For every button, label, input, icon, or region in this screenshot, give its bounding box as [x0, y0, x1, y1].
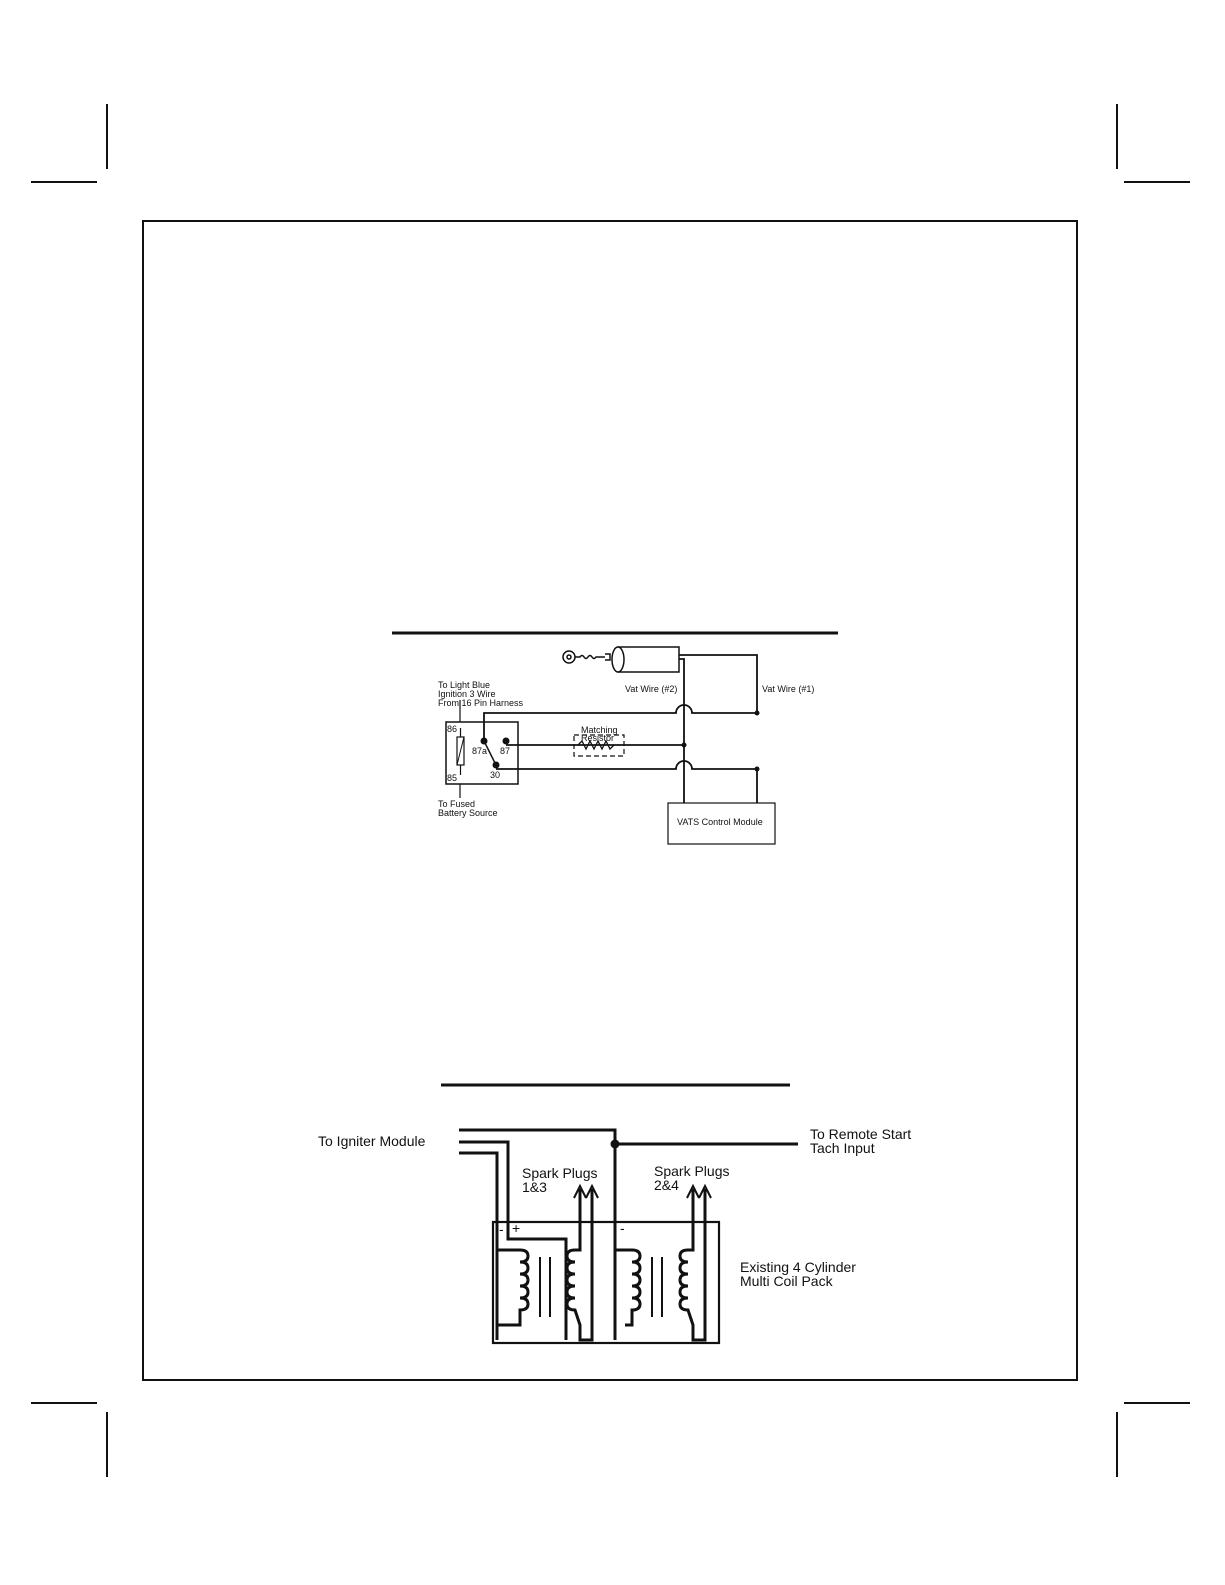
pin-86-label: 86: [447, 724, 458, 734]
spark-plugs-13-label: Spark Plugs 1&3: [522, 1165, 598, 1195]
wire-30-to-module: [496, 761, 757, 769]
wire-87a-to-vat2: [484, 705, 757, 741]
vat-wire-2-label: Vat Wire (#2): [625, 684, 678, 694]
pin-85-label: 85: [447, 773, 458, 783]
ignition-wire-label: To Light Blue Ignition 3 Wire From 16 Pin Harness: [438, 680, 524, 708]
spark-plugs-24-label: Spark Plugs 2&4: [654, 1163, 730, 1193]
relay-coil-diagonal: [457, 737, 464, 765]
junction-87-dot: [682, 743, 687, 748]
spark-plug-13-arrows: [574, 1186, 598, 1198]
igniter-module-label: To Igniter Module: [318, 1133, 426, 1149]
vat-wire-1-line: [679, 655, 757, 713]
coil-pack-diagram: [318, 1085, 915, 1343]
vats-control-module-label: VATS Control Module: [677, 817, 763, 827]
pin-30-label: 30: [490, 770, 501, 780]
coil-2-winding: [567, 1189, 592, 1340]
igniter-wire-3: [459, 1153, 497, 1340]
spark-plug-24-arrows: [687, 1186, 711, 1198]
junction-module-dot: [755, 767, 760, 772]
coil-3-winding: [615, 1250, 640, 1325]
junction-vat1-dot: [755, 711, 760, 716]
battery-source-label: To Fused Battery Source: [438, 799, 498, 818]
ignition-lock-cylinder: [612, 647, 679, 672]
vat-wire-2-line: [679, 659, 684, 819]
coil-terminal-plus: +: [512, 1220, 521, 1236]
coil-1-winding: [497, 1250, 528, 1325]
pin-87a-label: 87a: [472, 746, 488, 756]
vat-wire-1-label: Vat Wire (#1): [762, 684, 815, 694]
tach-junction-dot: [611, 1140, 620, 1149]
vats-bypass-diagram: [392, 633, 838, 844]
matching-resistor-label: Matching Resistor: [581, 725, 618, 743]
coil-4-winding: [680, 1189, 705, 1340]
pin-87-label: 87: [500, 746, 511, 756]
ignition-key-icon: [563, 651, 610, 663]
coil-pack-label: Existing 4 Cylinder Multi Coil Pack: [740, 1259, 856, 1289]
coil-terminal-minus-mid: -: [620, 1220, 625, 1236]
tach-input-label: To Remote Start Tach Input: [810, 1126, 912, 1156]
coil-terminal-minus-left: -: [499, 1221, 504, 1237]
terminal-87-dot: [503, 738, 510, 745]
